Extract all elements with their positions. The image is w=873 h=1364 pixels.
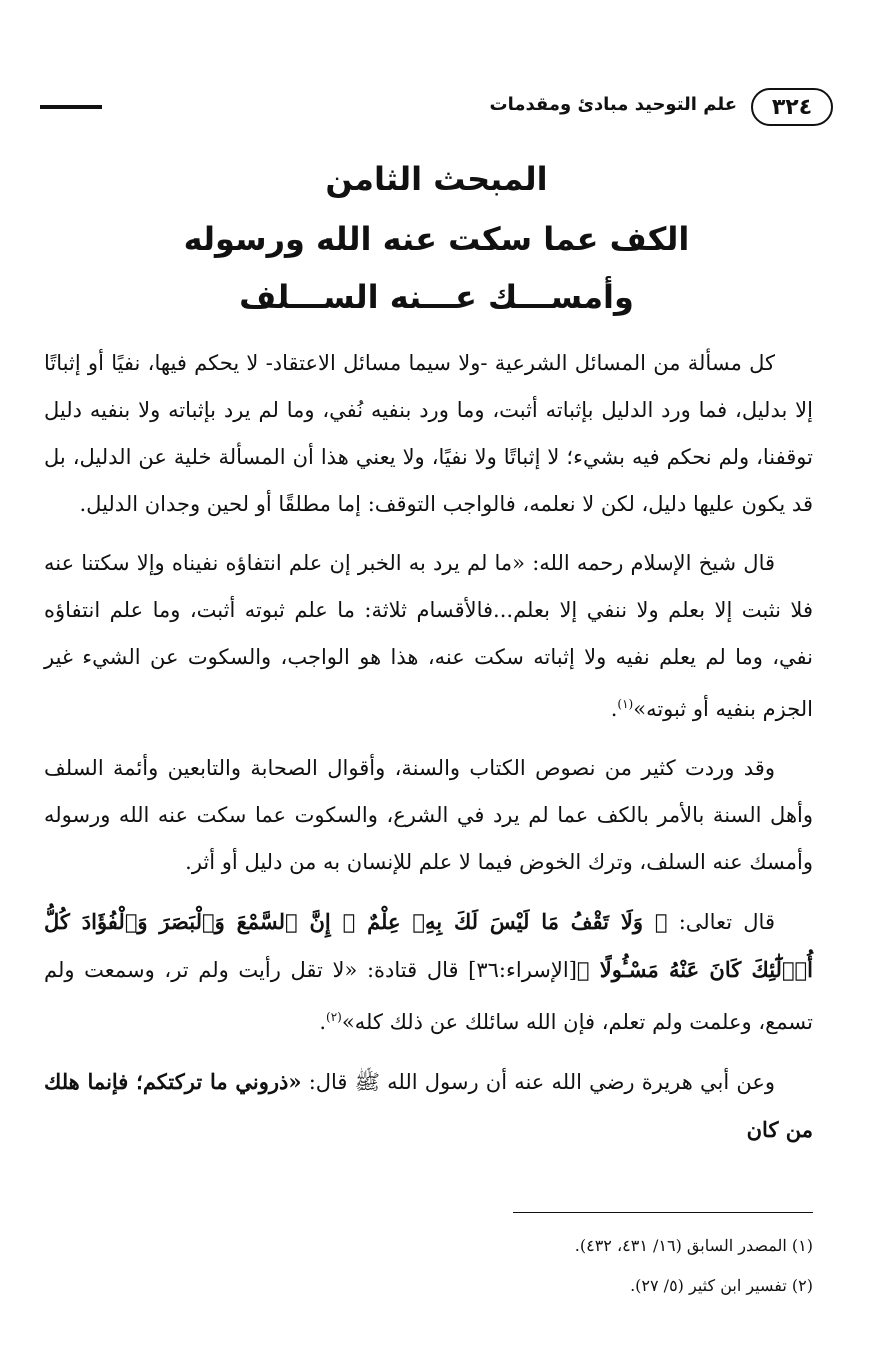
page-number: ٣٢٤ bbox=[751, 88, 833, 126]
section-title-line-2: وأمســـك عـــنه الســـلف bbox=[239, 278, 634, 316]
footnote-separator bbox=[513, 1212, 813, 1213]
header-rule bbox=[40, 105, 102, 109]
paragraph-1: كل مسألة من المسائل الشرعية -ولا سيما مسائل الاعتقاد- لا يحكم فيها، نفيًا أو إثباتًا إلا بدليل، فما ورد الدليل بإثباته أثبت، وما ورد بنفيه نُفي، وما لم يرد بإثباته ولا بنفيه دليل توقفنا، ولم نحكم فيه بشيء؛ لا إثباتًا ولا نفيًا، ولا يعني هذا أن المسألة خلية عن الدليل، بل قد يكون عليها دليل، لكن لا نعلمه، فالواجب التوقف: إما مطلقًا أو لحين وجدان الدليل. bbox=[44, 351, 813, 516]
footnote-1: (١) المصدر السابق (١٦/ ٤٣١، ٤٣٢). bbox=[574, 1236, 813, 1255]
quran-verse: ﴿ وَلَا تَقْفُ مَا لَيْسَ لَكَ بِهِۦ عِلْمٌ ۚ إِنَّ ٱلسَّمْعَ وَٱلْبَصَرَ وَٱلْفُؤَادَ كُلُّ أُو۟لَٰٓئِكَ كَانَ عَنْهُ مَسْـُٔولًا ﴾ bbox=[44, 909, 813, 982]
footnotes bbox=[300, 1226, 813, 1306]
paragraph-4: قال تعالى: ﴿ وَلَا تَقْفُ مَا لَيْسَ لَكَ بِهِۦ عِلْمٌ ۚ إِنَّ ٱلسَّمْعَ وَٱلْبَصَرَ وَٱلْفُؤَادَ كُلُّ أُو۟لَٰٓئِكَ كَانَ عَنْهُ مَسْـُٔولًا ﴾[الإسراء:٣٦] قال قتادة: «لا تقل رأيت ولم تر، وسمعت ولم تسمع، وعلمت ولم تعلم، فإن الله سائلك عن ذلك كله»$^{(٢)}$. bbox=[44, 909, 813, 1034]
hadith-quote: «ذروني ما تركتكم؛ فإنما هلك من كان bbox=[44, 1069, 813, 1142]
section-title-line-1: الكف عما سكت عنه الله ورسوله bbox=[183, 220, 690, 258]
paragraph-2: قال شيخ الإسلام رحمه الله: «ما لم يرد به الخبر إن علم انتفاؤه نفيناه وإلا سكتنا عنه فلا نثبت إلا بعلم ولا ننفي إلا بعلم...فالأقسام ثلاثة: ما علم ثبوته أثبت، وما علم انتفاؤه نفي، وما لم يعلم نفيه ولا إثباته سكت عنه، هذا هو الواجب، والسكوت عن الشيء غير الجزم بنفيه أو ثبوته»$^{(١)}$. bbox=[44, 551, 813, 721]
body-text bbox=[44, 340, 813, 1166]
verse-intro: قال تعالى: bbox=[678, 910, 775, 934]
hadith-intro: وعن أبي هريرة رضي الله عنه أن رسول الله ﷺ قال: bbox=[308, 1070, 775, 1094]
section-heading: المبحث الثامن bbox=[325, 160, 548, 198]
footnote-ref-1[interactable]: (١) bbox=[617, 697, 634, 711]
qatada-quote: [الإسراء:٣٦] قال قتادة: «لا تقل رأيت ولم تر، وسمعت ولم تسمع، وعلمت ولم تعلم، فإن الله سائلك عن ذلك كله» bbox=[44, 958, 813, 1034]
running-header bbox=[40, 88, 833, 128]
footnote-2: (٢) تفسير ابن كثير (٥/ ٢٧). bbox=[630, 1276, 813, 1295]
paragraph-3: وقد وردت كثير من نصوص الكتاب والسنة، وأقوال الصحابة والتابعين وأئمة السلف وأهل السنة بالأمر بالكف عما لم يرد في الشرع، والسكوت عما سكت عنه الله ورسوله وأمسك عنه السلف، وترك الخوض فيما لا علم للإنسان به من دليل أو أثر. bbox=[44, 756, 813, 874]
footnote-ref-2[interactable]: (٢) bbox=[326, 1010, 342, 1024]
ibn-taymiyyah-quote: قال شيخ الإسلام رحمه الله: «ما لم يرد به الخبر إن علم انتفاؤه نفيناه وإلا سكتنا عنه فلا نثبت إلا بعلم ولا ننفي إلا بعلم...فالأقسام ثلاثة: ما علم ثبوته أثبت، وما علم انتفاؤه نفي، وما لم يعلم نفيه ولا إثباته سكت عنه، هذا هو الواجب، والسكوت عن الشيء غير الجزم بنفيه أو ثبوته» bbox=[44, 551, 813, 721]
running-title: علم التوحيد مبادئ ومقدمات bbox=[489, 94, 737, 115]
paragraph-5 bbox=[44, 1058, 813, 1154]
